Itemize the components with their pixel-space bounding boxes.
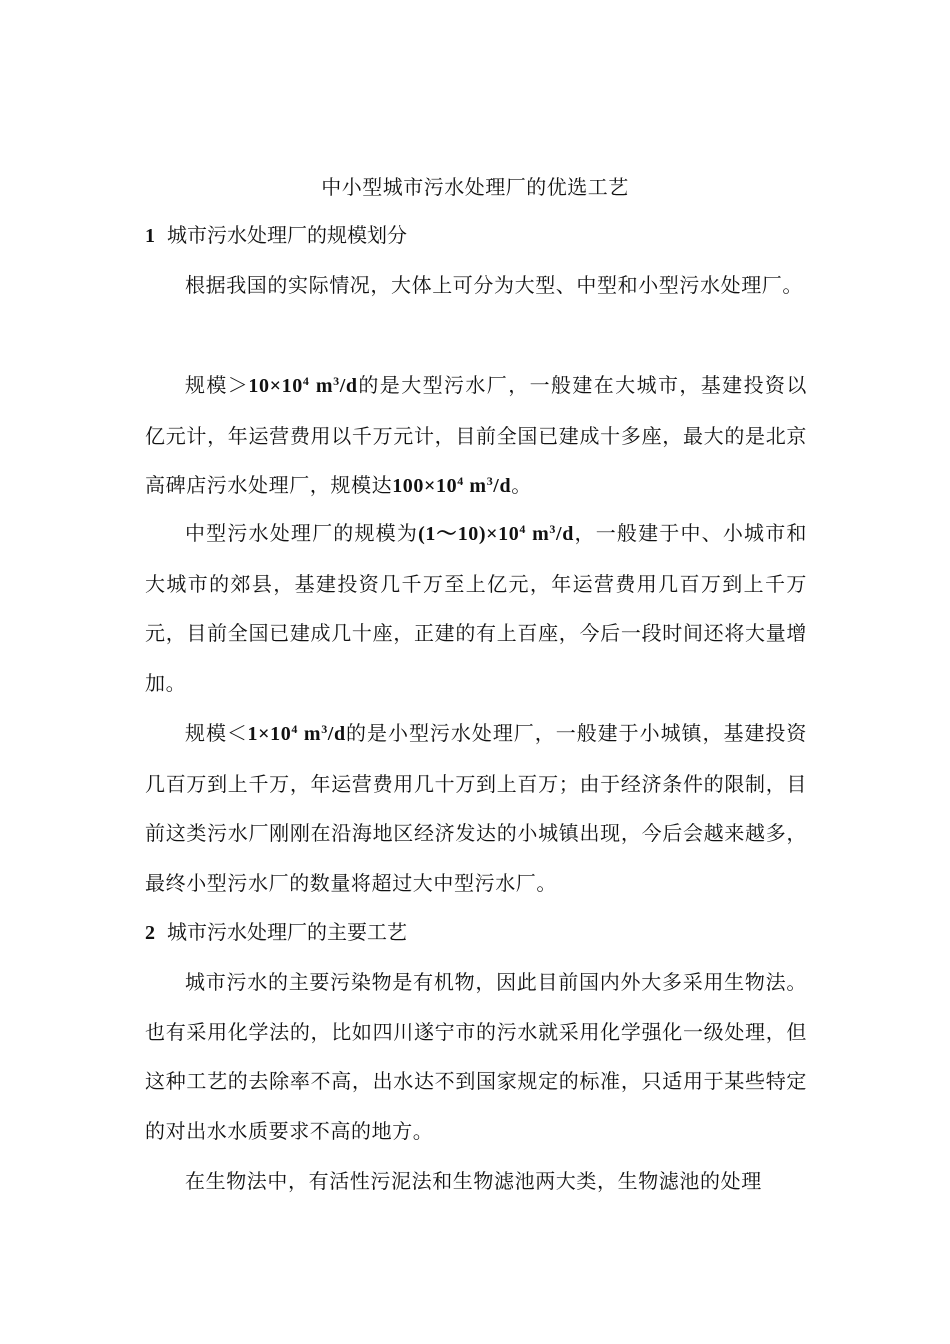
paragraph-scale-classification: 根据我国的实际情况，大体上可分为大型、中型和小型污水处理厂。 [185,273,803,297]
section-2-heading-text: 城市污水处理厂的主要工艺 [167,920,407,944]
section-1-heading-text: 城市污水处理厂的规模划分 [167,223,407,247]
section-1-number: 1 [145,225,155,247]
paragraph-small-plants: 规模$<1\times 10^4$ $m^3/d$的是小型污水处理厂，一般建于小城镇，基建投资几百万到上千万，年运营费用几十万到上百万；由于经济条件的限制，目前这类污水厂刚刚在沿海地区经济发达的小城镇出现，今后会越来越多，最终小型污水厂的数量将超过大中型污水厂。 [145,721,807,895]
section-2-heading [145,917,407,948]
paragraph-large-plants: 规模$>10\times 10^4$ $m^3/d$的是大型污水厂，一般建在大城市，基建投资以亿元计，年运营费用以千万元计，目前全国已建成十多座，最大的是北京高碑店污水处理厂，规模达$100\times 10^4$ $m^3/d$。 [145,373,807,497]
section-2-number: 2 [145,922,155,944]
section-1-heading [145,220,407,251]
paragraph-biological-methods: 在生物法中，有活性污泥法和生物滤池两大类，生物滤池的处理 [185,1169,762,1193]
paragraph-medium-plants: 中型污水处理厂的规模为$(1\sim 10)\times 10^4$ $m^3/d$，一般建于中、小城市和大城市的郊县，基建投资几千万至上亿元，年运营费用几百万到上千万元，目前全国已建成几十座，正建的有上百座，今后一段时间还将大量增加。 [145,521,807,695]
paragraph-main-processes: 城市污水的主要污染物是有机物，因此目前国内外大多采用生物法。也有采用化学法的，比如四川遂宁市的污水就采用化学强化一级处理，但这种工艺的去除率不高，出水达不到国家规定的标准，只适用于某些特定的对出水水质要求不高的地方。 [145,970,807,1143]
document-title: 中小型城市污水处理厂的优选工艺 [321,175,629,199]
